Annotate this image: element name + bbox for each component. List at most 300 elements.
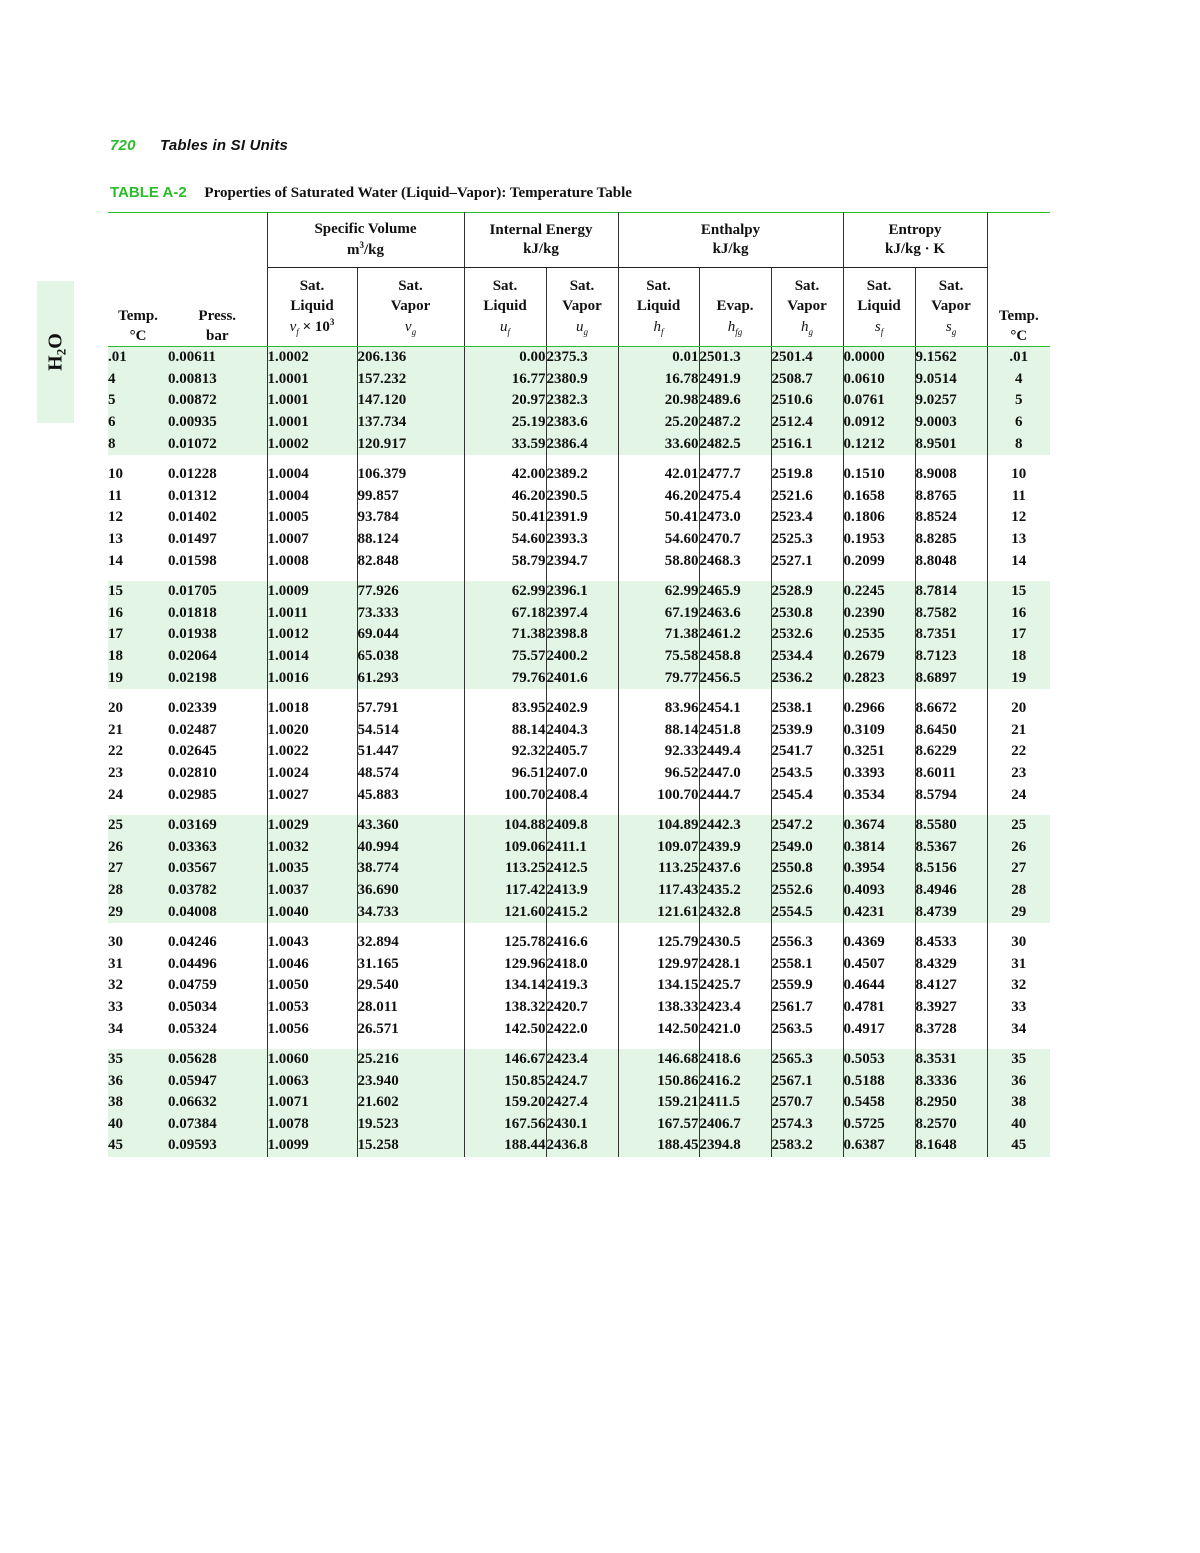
cell-sg: 8.8285 bbox=[915, 529, 987, 551]
spacer-cell bbox=[618, 572, 699, 581]
running-title: Tables in SI Units bbox=[160, 137, 289, 154]
cell-uf: 134.14 bbox=[464, 975, 546, 997]
cell-temp: 32 bbox=[108, 977, 123, 994]
cell-uf: 167.56 bbox=[464, 1114, 546, 1136]
cell-sf: 0.5725 bbox=[843, 1114, 915, 1136]
spacer-cell bbox=[915, 806, 987, 815]
cell-ug: 2375.3 bbox=[546, 347, 618, 369]
cell-pressure: 0.01705 bbox=[168, 581, 267, 603]
cell-pressure: 0.01818 bbox=[168, 603, 267, 625]
cell-hg: 2534.4 bbox=[771, 646, 843, 668]
cell-sf: 0.4917 bbox=[843, 1018, 915, 1040]
temp-header-label: Temp. bbox=[118, 307, 158, 324]
cell-temp: 38 bbox=[108, 1092, 168, 1114]
cell-vg: 99.857 bbox=[357, 486, 464, 508]
cell-hfg: 2430.5 bbox=[699, 932, 771, 954]
hfg-symbol-line bbox=[700, 317, 771, 338]
cell-sg: 8.9501 bbox=[915, 433, 987, 455]
cell-sg: 8.5367 bbox=[915, 836, 987, 858]
spacer-cell bbox=[699, 455, 771, 464]
cell-hfg: 2463.6 bbox=[699, 603, 771, 625]
cell-vf: 1.0012 bbox=[267, 624, 357, 646]
table-row bbox=[108, 1114, 1050, 1136]
cell-hf: 67.19 bbox=[618, 603, 699, 625]
cell-ug: 2430.1 bbox=[546, 1114, 618, 1136]
cell-hg: 2574.3 bbox=[771, 1114, 843, 1136]
cell-sf: 0.4781 bbox=[843, 997, 915, 1019]
cell-temp-right: 12 bbox=[1011, 509, 1027, 526]
hg-line2: Vapor bbox=[787, 298, 827, 315]
cell-uf: 33.59 bbox=[464, 433, 546, 455]
cell-pressure: 0.02064 bbox=[168, 646, 267, 668]
cell-ug: 2418.0 bbox=[546, 953, 618, 975]
cell-hf: 188.45 bbox=[618, 1135, 699, 1157]
cell-hfg: 2442.3 bbox=[699, 815, 771, 837]
spacer-cell bbox=[267, 572, 357, 581]
cell-temp-right: 28 bbox=[987, 880, 1050, 902]
table-row bbox=[108, 784, 1050, 806]
spacer-cell bbox=[771, 1040, 843, 1049]
cell-sg: 9.0257 bbox=[915, 390, 987, 412]
col-header-ug bbox=[546, 268, 618, 347]
col-header-hg bbox=[771, 268, 843, 347]
cell-hfg: 2456.5 bbox=[699, 667, 771, 689]
sg-line1: Sat. bbox=[938, 278, 964, 295]
hfg-line1 bbox=[700, 276, 771, 296]
cell-sg: 8.8765 bbox=[915, 486, 987, 508]
spacer-cell bbox=[618, 455, 699, 464]
spacer-cell bbox=[618, 806, 699, 815]
cell-ug: 2422.0 bbox=[546, 1018, 618, 1040]
cell-sf: 0.0761 bbox=[843, 390, 915, 412]
cell-hfg: 2482.5 bbox=[699, 433, 771, 455]
cell-temp-right: 10 bbox=[1011, 466, 1027, 483]
cell-temp-right: 18 bbox=[987, 646, 1050, 668]
col-header-temp bbox=[108, 213, 168, 347]
cell-pressure: 0.00872 bbox=[168, 390, 267, 412]
cell-hg: 2570.7 bbox=[771, 1092, 843, 1114]
table-row bbox=[108, 901, 1050, 923]
table-row bbox=[108, 390, 1050, 412]
table-row bbox=[108, 646, 1050, 668]
table-row bbox=[108, 369, 1050, 391]
cell-vg: 48.574 bbox=[357, 763, 464, 785]
cell-ug: 2413.9 bbox=[546, 880, 618, 902]
col-header-hfg bbox=[699, 268, 771, 347]
col-header-press bbox=[168, 213, 267, 347]
table-row bbox=[108, 603, 1050, 625]
cell-hg: 2552.6 bbox=[771, 880, 843, 902]
group-header-enthalpy bbox=[618, 213, 843, 268]
col-header-uf bbox=[464, 268, 546, 347]
cell-vg: 106.379 bbox=[357, 464, 464, 486]
cell-vf: 1.0014 bbox=[267, 646, 357, 668]
cell-vg: 45.883 bbox=[357, 784, 464, 806]
cell-temp: 15 bbox=[108, 581, 168, 603]
group-header-specific-volume bbox=[267, 213, 464, 268]
cell-hg: 2558.1 bbox=[771, 953, 843, 975]
cell-pressure: 0.01598 bbox=[168, 550, 267, 572]
sg-symbol: s bbox=[945, 318, 952, 335]
cell-vf: 1.0035 bbox=[267, 858, 357, 880]
table-row bbox=[108, 464, 1050, 486]
cell-sg: 9.0003 bbox=[915, 412, 987, 434]
cell-temp-right: 13 bbox=[1011, 531, 1027, 548]
row-group-spacer bbox=[108, 1040, 1050, 1049]
cell-ug: 2393.3 bbox=[546, 529, 618, 551]
cell-hfg: 2406.7 bbox=[699, 1114, 771, 1136]
cell-vg: 51.447 bbox=[357, 741, 464, 763]
cell-vg: 34.733 bbox=[357, 901, 464, 923]
uf-symbol: u bbox=[499, 318, 508, 335]
cell-vg: 28.011 bbox=[357, 997, 464, 1019]
vg-symbol: v bbox=[404, 318, 412, 335]
cell-ug: 2382.3 bbox=[546, 390, 618, 412]
cell-hf: 125.79 bbox=[618, 932, 699, 954]
table-row bbox=[108, 529, 1050, 551]
spacer-cell bbox=[771, 806, 843, 815]
sf-symbol-sub: f bbox=[880, 326, 884, 337]
spacer-cell bbox=[987, 689, 1050, 698]
cell-sg: 8.6672 bbox=[915, 698, 987, 720]
cell-hf: 92.33 bbox=[618, 741, 699, 763]
ug-symbol: u bbox=[576, 318, 584, 335]
cell-vf: 1.0060 bbox=[267, 1049, 357, 1071]
cell-sg: 8.7582 bbox=[915, 603, 987, 625]
cell-uf: 121.60 bbox=[464, 901, 546, 923]
temp-header-unit: °C bbox=[129, 327, 147, 344]
spacer-cell bbox=[771, 923, 843, 932]
cell-ug: 2400.2 bbox=[546, 646, 618, 668]
cell-ug: 2394.7 bbox=[546, 550, 618, 572]
cell-temp-right: 29 bbox=[987, 901, 1050, 923]
cell-hg: 2528.9 bbox=[771, 581, 843, 603]
spacer-cell bbox=[357, 923, 464, 932]
cell-ug: 2407.0 bbox=[546, 763, 618, 785]
cell-pressure: 0.04496 bbox=[168, 953, 267, 975]
group-header-internal-energy bbox=[464, 213, 618, 268]
cell-vg: 69.044 bbox=[357, 624, 464, 646]
cell-hf: 159.21 bbox=[618, 1092, 699, 1114]
spacer-cell bbox=[168, 455, 267, 464]
cell-sf: 0.4507 bbox=[843, 953, 915, 975]
cell-temp: 21 bbox=[108, 721, 123, 738]
cell-vg: 29.540 bbox=[357, 975, 464, 997]
cell-temp-right: 30 bbox=[1011, 934, 1027, 951]
table-row bbox=[108, 720, 1050, 742]
cell-vg: 32.894 bbox=[357, 932, 464, 954]
cell-temp-right: .01 bbox=[987, 347, 1050, 369]
cell-hg: 2563.5 bbox=[771, 1018, 843, 1040]
cell-ug: 2423.4 bbox=[546, 1049, 618, 1071]
cell-sf: 0.4093 bbox=[843, 880, 915, 902]
vg-symbol-line bbox=[358, 317, 464, 338]
cell-vf: 1.0004 bbox=[267, 464, 357, 486]
cell-vg: 43.360 bbox=[357, 815, 464, 837]
cell-temp-right: 36 bbox=[987, 1070, 1050, 1092]
cell-ug: 2408.4 bbox=[546, 784, 618, 806]
cell-hg: 2532.6 bbox=[771, 624, 843, 646]
hfg-line2: Evap. bbox=[716, 298, 754, 315]
cell-hfg: 2411.5 bbox=[699, 1092, 771, 1114]
cell-temp-right: 15 bbox=[987, 581, 1050, 603]
cell-hg: 2523.4 bbox=[771, 507, 843, 529]
cell-uf: 150.85 bbox=[464, 1070, 546, 1092]
cell-hg: 2516.1 bbox=[771, 433, 843, 455]
cell-hf: 71.38 bbox=[618, 624, 699, 646]
cell-temp-right: 19 bbox=[987, 667, 1050, 689]
table-row bbox=[108, 486, 1050, 508]
cell-sg: 8.6897 bbox=[915, 667, 987, 689]
cell-ug: 2383.6 bbox=[546, 412, 618, 434]
cell-sf: 0.2966 bbox=[843, 698, 915, 720]
cell-pressure: 0.01497 bbox=[168, 529, 267, 551]
cell-hf: 138.33 bbox=[618, 997, 699, 1019]
spacer-cell bbox=[108, 1040, 168, 1049]
cell-uf: 113.25 bbox=[464, 858, 546, 880]
cell-sg: 8.5156 bbox=[915, 858, 987, 880]
cell-hg: 2525.3 bbox=[771, 529, 843, 551]
cell-uf: 138.32 bbox=[464, 997, 546, 1019]
cell-uf: 88.14 bbox=[464, 720, 546, 742]
spacer-cell bbox=[267, 806, 357, 815]
cell-hg: 2538.1 bbox=[771, 698, 843, 720]
cell-uf: 125.78 bbox=[464, 932, 546, 954]
vf-suffix: × 10 bbox=[298, 319, 330, 336]
cell-pressure: 0.05034 bbox=[168, 997, 267, 1019]
cell-pressure: 0.05324 bbox=[168, 1018, 267, 1040]
row-group bbox=[108, 572, 1050, 689]
cell-pressure: 0.01312 bbox=[168, 486, 267, 508]
cell-uf: 16.77 bbox=[464, 369, 546, 391]
cell-hf: 0.01 bbox=[618, 347, 699, 369]
spacer-cell bbox=[699, 572, 771, 581]
press-header-unit: bar bbox=[206, 327, 229, 344]
cell-uf: 129.96 bbox=[464, 953, 546, 975]
uf-line1: Sat. bbox=[492, 278, 518, 295]
cell-pressure: 0.07384 bbox=[168, 1114, 267, 1136]
cell-vg: 38.774 bbox=[357, 858, 464, 880]
cell-ug: 2398.8 bbox=[546, 624, 618, 646]
spacer-cell bbox=[168, 1040, 267, 1049]
cell-sg: 8.7351 bbox=[915, 624, 987, 646]
sv-unit-pre: m bbox=[346, 241, 360, 258]
cell-vf: 1.0099 bbox=[267, 1135, 357, 1157]
cell-hg: 2521.6 bbox=[771, 486, 843, 508]
spacer-cell bbox=[915, 689, 987, 698]
cell-vg: 36.690 bbox=[357, 880, 464, 902]
entropy-title: Entropy bbox=[888, 221, 942, 238]
table-label: TABLE A-2 bbox=[110, 184, 187, 201]
vf-suffix-sup: 3 bbox=[329, 317, 335, 328]
press-header-label: Press. bbox=[198, 307, 237, 324]
cell-uf: 188.44 bbox=[464, 1135, 546, 1157]
cell-ug: 2416.6 bbox=[546, 932, 618, 954]
vf-line2: Liquid bbox=[290, 297, 334, 314]
cell-vg: 19.523 bbox=[357, 1114, 464, 1136]
cell-temp-right: 16 bbox=[987, 603, 1050, 625]
cell-sg: 8.6229 bbox=[915, 741, 987, 763]
cell-hf: 113.25 bbox=[618, 858, 699, 880]
cell-hg: 2565.3 bbox=[771, 1049, 843, 1071]
spacer-cell bbox=[546, 806, 618, 815]
cell-temp: 27 bbox=[108, 858, 168, 880]
cell-vf: 1.0071 bbox=[267, 1092, 357, 1114]
cell-temp: 16 bbox=[108, 603, 168, 625]
col-header-temp-right bbox=[987, 213, 1050, 347]
cell-sg: 8.9008 bbox=[915, 464, 987, 486]
spacer-cell bbox=[168, 923, 267, 932]
col-header-sg bbox=[915, 268, 987, 347]
saturated-water-table bbox=[108, 212, 1050, 1157]
cell-temp-right: 17 bbox=[987, 624, 1050, 646]
spacer-cell bbox=[108, 689, 168, 698]
cell-sf: 0.3954 bbox=[843, 858, 915, 880]
cell-temp: 45 bbox=[108, 1135, 168, 1157]
cell-temp: 17 bbox=[108, 624, 168, 646]
spacer-cell bbox=[267, 455, 357, 464]
cell-vg: 65.038 bbox=[357, 646, 464, 668]
hfg-symbol-sub: fg bbox=[735, 326, 743, 337]
side-tab-label bbox=[44, 333, 67, 371]
cell-pressure: 0.00935 bbox=[168, 412, 267, 434]
cell-sg: 8.4739 bbox=[915, 901, 987, 923]
hf-symbol-line bbox=[619, 317, 699, 338]
cell-vf: 1.0018 bbox=[267, 698, 357, 720]
cell-hfg: 2465.9 bbox=[699, 581, 771, 603]
cell-vf: 1.0050 bbox=[267, 975, 357, 997]
cell-sg: 8.3927 bbox=[915, 997, 987, 1019]
vf-symbol: v bbox=[289, 319, 297, 336]
cell-hg: 2541.7 bbox=[771, 741, 843, 763]
entropy-unit: kJ/kg · K bbox=[885, 241, 946, 257]
row-group bbox=[108, 347, 1050, 455]
cell-pressure: 0.04008 bbox=[168, 901, 267, 923]
cell-temp-right: 23 bbox=[1011, 764, 1027, 781]
cell-hf: 117.43 bbox=[618, 880, 699, 902]
cell-temp: 13 bbox=[108, 531, 123, 548]
cell-hg: 2519.8 bbox=[771, 464, 843, 486]
cell-hf: 109.07 bbox=[618, 836, 699, 858]
cell-hf: 46.20 bbox=[618, 486, 699, 508]
cell-vg: 88.124 bbox=[357, 529, 464, 551]
table-row bbox=[108, 581, 1050, 603]
hf-line2: Liquid bbox=[636, 298, 681, 315]
cell-vg: 57.791 bbox=[357, 698, 464, 720]
row-group bbox=[108, 1040, 1050, 1157]
cell-uf: 42.00 bbox=[464, 464, 546, 486]
spacer-cell bbox=[699, 806, 771, 815]
cell-hfg: 2423.4 bbox=[699, 997, 771, 1019]
cell-pressure: 0.03567 bbox=[168, 858, 267, 880]
cell-hfg: 2418.6 bbox=[699, 1049, 771, 1071]
sf-symbol-line bbox=[844, 317, 915, 338]
spacer-cell bbox=[357, 1040, 464, 1049]
spacer-cell bbox=[357, 572, 464, 581]
spacer-cell bbox=[464, 1040, 546, 1049]
spacer-cell bbox=[267, 689, 357, 698]
cell-hfg: 2437.6 bbox=[699, 858, 771, 880]
cell-uf: 79.76 bbox=[464, 667, 546, 689]
cell-sg: 9.0514 bbox=[915, 369, 987, 391]
cell-vg: 157.232 bbox=[357, 369, 464, 391]
spacer-cell bbox=[357, 689, 464, 698]
spacer-cell bbox=[843, 923, 915, 932]
table-row bbox=[108, 741, 1050, 763]
hf-symbol: h bbox=[653, 318, 661, 335]
table-row bbox=[108, 953, 1050, 975]
cell-hf: 129.97 bbox=[618, 953, 699, 975]
cell-hg: 2545.4 bbox=[771, 784, 843, 806]
cell-sf: 0.3251 bbox=[843, 741, 915, 763]
spacer-cell bbox=[843, 455, 915, 464]
table-row bbox=[108, 698, 1050, 720]
cell-hfg: 2421.0 bbox=[699, 1018, 771, 1040]
cell-uf: 67.18 bbox=[464, 603, 546, 625]
cell-temp-right: 33 bbox=[1011, 998, 1027, 1015]
cell-uf: 96.51 bbox=[464, 763, 546, 785]
spacer-cell bbox=[267, 1040, 357, 1049]
cell-hfg: 2470.7 bbox=[699, 529, 771, 551]
cell-uf: 58.79 bbox=[464, 550, 546, 572]
col-header-vg bbox=[357, 268, 464, 347]
hg-symbol-line bbox=[772, 317, 843, 338]
spacer-cell bbox=[357, 455, 464, 464]
spacer-cell bbox=[546, 923, 618, 932]
table-row bbox=[108, 347, 1050, 369]
cell-vf: 1.0022 bbox=[267, 741, 357, 763]
row-group bbox=[108, 923, 1050, 1040]
cell-hg: 2550.8 bbox=[771, 858, 843, 880]
cell-temp: 19 bbox=[108, 667, 168, 689]
cell-hfg: 2447.0 bbox=[699, 763, 771, 785]
spacer-cell bbox=[108, 923, 168, 932]
spacer-cell bbox=[987, 572, 1050, 581]
cell-pressure: 0.05947 bbox=[168, 1070, 267, 1092]
cell-pressure: 0.02487 bbox=[168, 720, 267, 742]
cell-hf: 50.41 bbox=[618, 507, 699, 529]
cell-sf: 0.0000 bbox=[843, 347, 915, 369]
cell-vg: 206.136 bbox=[357, 347, 464, 369]
side-tab-main: H bbox=[44, 355, 66, 371]
row-group-spacer bbox=[108, 689, 1050, 698]
sf-symbol: s bbox=[874, 318, 881, 335]
hfg-symbol: h bbox=[727, 318, 736, 335]
sg-line2: Vapor bbox=[931, 298, 971, 315]
cell-vg: 77.926 bbox=[357, 581, 464, 603]
cell-hf: 146.68 bbox=[618, 1049, 699, 1071]
cell-temp: 30 bbox=[108, 934, 123, 951]
table-row bbox=[108, 880, 1050, 902]
cell-ug: 2409.8 bbox=[546, 815, 618, 837]
spacer-cell bbox=[987, 923, 1050, 932]
vg-line1: Sat. bbox=[398, 278, 423, 295]
cell-hf: 75.58 bbox=[618, 646, 699, 668]
table-title: Properties of Saturated Water (Liquid–Vapor): Temperature Table bbox=[204, 185, 632, 201]
cell-temp-right: 31 bbox=[1011, 955, 1027, 972]
cell-temp-right: 40 bbox=[987, 1114, 1050, 1136]
cell-temp: 33 bbox=[108, 998, 123, 1015]
cell-sg: 8.6450 bbox=[915, 720, 987, 742]
cell-vf: 1.0002 bbox=[267, 347, 357, 369]
cell-sf: 0.3393 bbox=[843, 763, 915, 785]
cell-pressure: 0.01938 bbox=[168, 624, 267, 646]
cell-sf: 0.2245 bbox=[843, 581, 915, 603]
cell-hg: 2559.9 bbox=[771, 975, 843, 997]
cell-uf: 146.67 bbox=[464, 1049, 546, 1071]
cell-sf: 0.3534 bbox=[843, 784, 915, 806]
cell-hfg: 2461.2 bbox=[699, 624, 771, 646]
